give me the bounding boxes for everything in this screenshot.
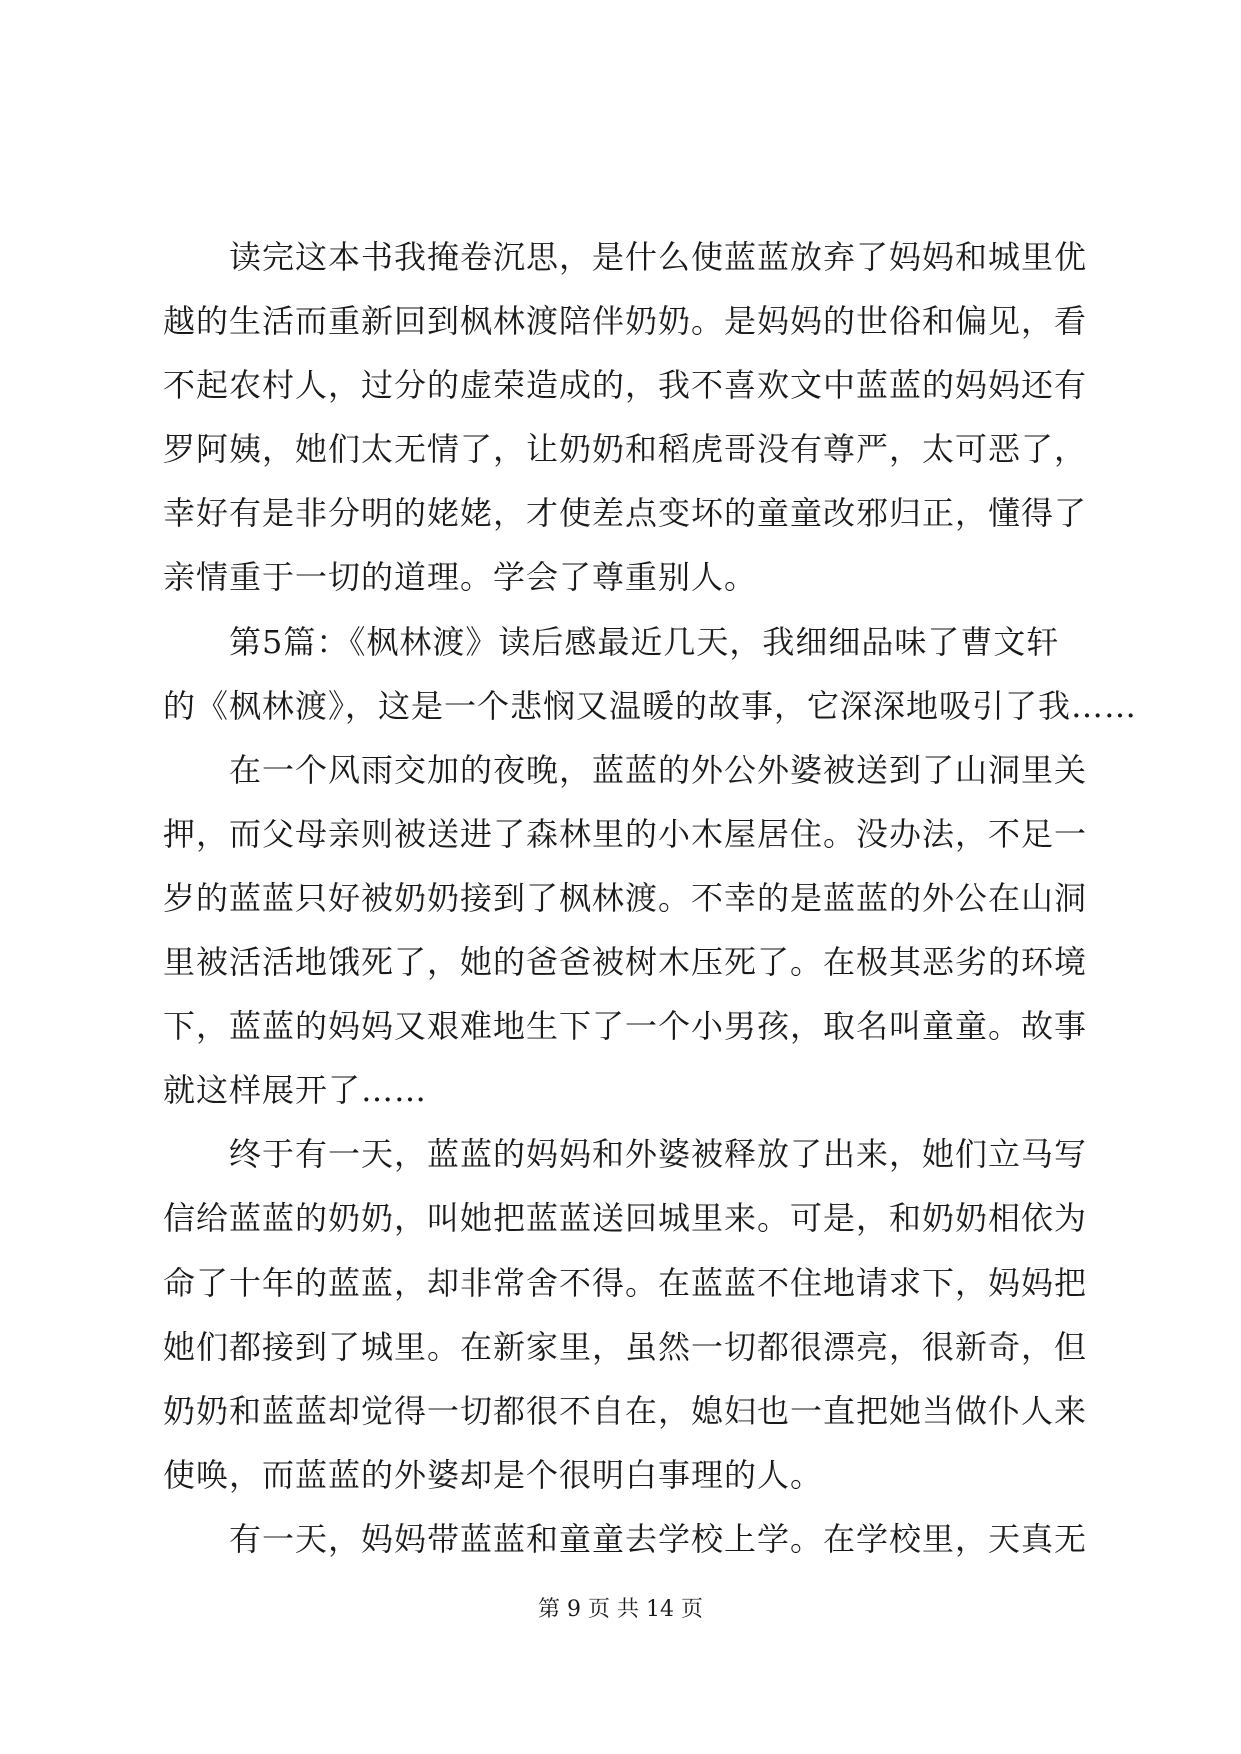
text-line: 命了十年的蓝蓝，却非常舍不得。在蓝蓝不住地请求下，妈妈把 bbox=[163, 1263, 1088, 1302]
text-line: 罗阿姨，她们太无情了，让奶奶和稻虎哥没有尊严，太可恶了， bbox=[163, 430, 1088, 469]
text-line: 押，而父母亲则被送进了森林里的小木屋居住。没办法，不足一 bbox=[163, 814, 1088, 853]
text-line: 幸好有是非分明的姥姥，才使差点变坏的童童改邪归正，懂得了 bbox=[163, 494, 1088, 533]
text-line: 在一个风雨交加的夜晚，蓝蓝的外公外婆被送到了山洞里关 bbox=[229, 750, 1088, 789]
page-number-footer: 第 9 页 共 14 页 bbox=[538, 1597, 703, 1622]
text-line: 的《枫林渡》，这是一个悲悯又温暖的故事，它深深地吸引了我…… bbox=[163, 686, 1138, 725]
text-line: 亲情重于一切的道理。学会了尊重别人。 bbox=[163, 558, 758, 597]
text-line: 信给蓝蓝的奶奶，叫她把蓝蓝送回城里来。可是，和奶奶相依为 bbox=[163, 1199, 1088, 1238]
text-line: 有一天，妈妈带蓝蓝和童童去学校上学。在学校里，天真无 bbox=[229, 1519, 1088, 1558]
text-line: 终于有一天，蓝蓝的妈妈和外婆被释放了出来，她们立马写 bbox=[229, 1135, 1088, 1174]
text-line: 越的生活而重新回到枫林渡陪伴奶奶。是妈妈的世俗和偏见，看 bbox=[163, 302, 1088, 341]
text-line: 下，蓝蓝的妈妈又艰难地生下了一个小男孩，取名叫童童。故事 bbox=[163, 1007, 1088, 1046]
text-line: 不起农村人，过分的虚荣造成的，我不喜欢文中蓝蓝的妈妈还有 bbox=[163, 366, 1088, 405]
text-line: 第5篇：《枫林渡》读后感最近几天，我细细品味了曹文轩 bbox=[229, 622, 1060, 661]
text-line: 里被活活地饿死了，她的爸爸被树木压死了。在极其恶劣的环境 bbox=[163, 943, 1088, 982]
document-body bbox=[163, 225, 1138, 1571]
text-line: 她们都接到了城里。在新家里，虽然一切都很漂亮，很新奇，但 bbox=[163, 1327, 1088, 1366]
text-line: 就这样展开了…… bbox=[163, 1071, 428, 1110]
text-line: 使唤，而蓝蓝的外婆却是个很明白事理的人。 bbox=[163, 1455, 824, 1494]
text-line: 岁的蓝蓝只好被奶奶接到了枫林渡。不幸的是蓝蓝的外公在山洞 bbox=[163, 878, 1088, 917]
text-line: 奶奶和蓝蓝却觉得一切都很不自在，媳妇也一直把她当做仆人来 bbox=[163, 1391, 1088, 1430]
text-line: 读完这本书我掩卷沉思，是什么使蓝蓝放弃了妈妈和城里优 bbox=[229, 238, 1088, 276]
